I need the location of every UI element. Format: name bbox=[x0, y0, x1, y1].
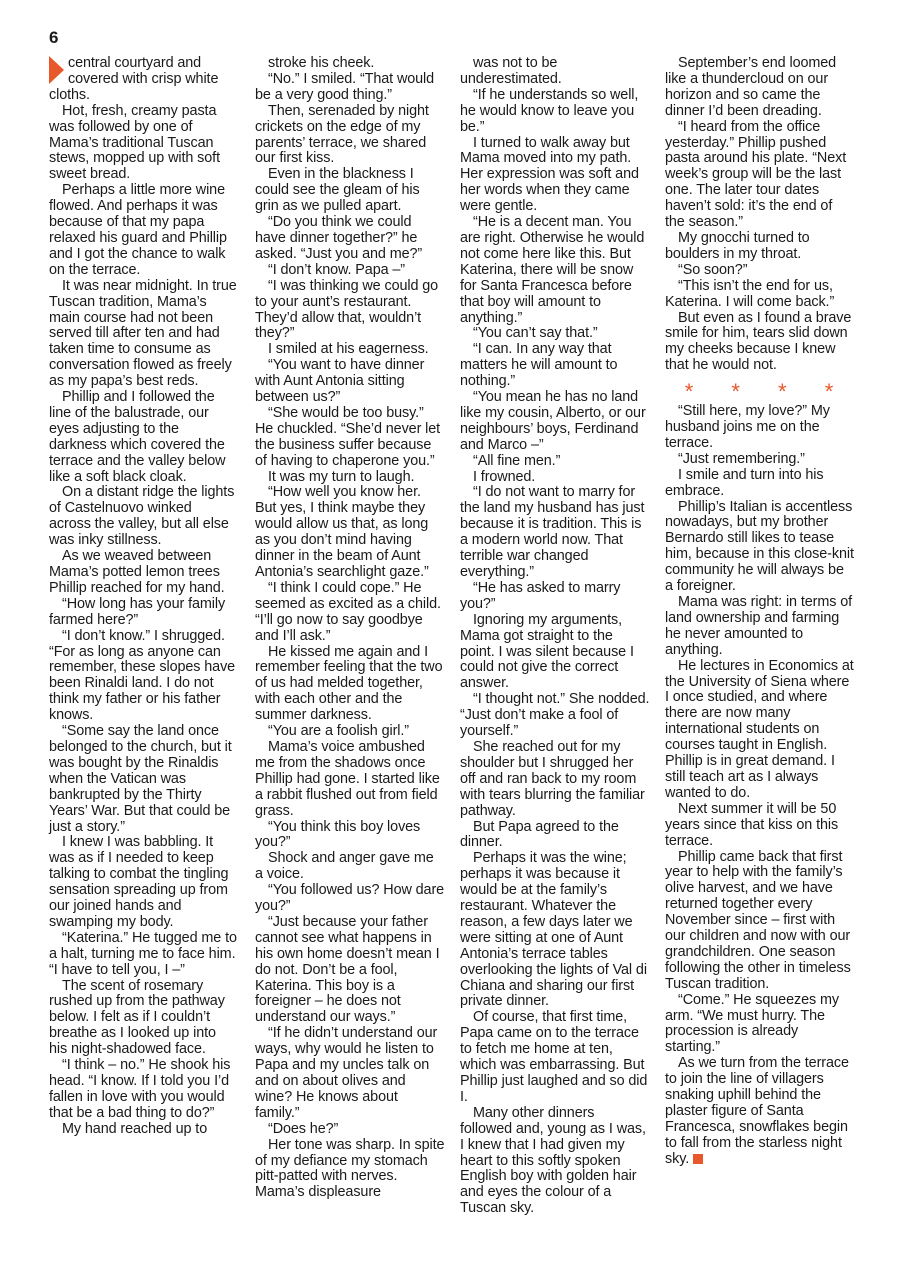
paragraph bbox=[255, 724, 445, 740]
paragraph bbox=[255, 581, 445, 645]
paragraph-text: Phillip’s Italian is accentless nowadays, but my brother Bernardo still likes to tease him, because in this close-knit community he will always be a foreigner. bbox=[665, 498, 854, 595]
paragraph bbox=[255, 72, 445, 104]
paragraph bbox=[665, 993, 855, 1057]
paragraph bbox=[49, 1122, 237, 1138]
paragraph-text: “He is a decent man. You are right. Otherwise he would not come here like this. But Katerina, there will be snow for Santa Francesca before that boy will amount to anything.” bbox=[460, 214, 645, 326]
paragraph bbox=[460, 215, 650, 326]
paragraph-text: My gnocchi turned to boulders in my throat. bbox=[665, 229, 810, 262]
paragraph-text: “You mean he has no land like my cousin, Alberto, or our neighbours’ boys, Ferdinand and Marco –” bbox=[460, 389, 646, 453]
paragraph bbox=[665, 231, 855, 263]
paragraph bbox=[460, 613, 650, 693]
paragraph bbox=[460, 1010, 650, 1105]
paragraph bbox=[255, 342, 445, 358]
paragraph-text: He lectures in Economics at the University of Siena where I once studied, and where there are now many international students on courses taught in English. Phillip is in great demand. I still teach art as I always wanted to do. bbox=[665, 657, 854, 801]
paragraph-text: “You can’t say that.” bbox=[473, 325, 598, 342]
paragraph bbox=[665, 279, 855, 311]
paragraph bbox=[255, 1026, 445, 1121]
paragraph-text: “All fine men.” bbox=[473, 452, 561, 469]
paragraph-text: Of course, that first time, Papa came on to the terrace to fetch me home at ten, which was embarrassing. But Phillip just laughed and so did I. bbox=[460, 1009, 648, 1105]
paragraph-text: “How long has your family farmed here?” bbox=[49, 595, 226, 628]
paragraph-text: “Katerina.” He tugged me to a halt, turning me to face him. “I have to tell you, I –” bbox=[49, 929, 237, 978]
paragraph bbox=[49, 485, 237, 549]
paragraph-text: “Some say the land once belonged to the church, but it was bought by the Rinaldis when the Vatican was bankrupted by the Thirty Years’ War. But that could be just a story.” bbox=[49, 723, 232, 835]
paragraph-text: “You followed us? How dare you?” bbox=[255, 882, 445, 915]
paragraph bbox=[255, 167, 445, 215]
paragraph-text: “Still here, my love?” My husband joins me on the terrace. bbox=[665, 403, 830, 451]
paragraph bbox=[665, 404, 855, 452]
paragraph bbox=[255, 406, 445, 470]
paragraph bbox=[49, 724, 237, 835]
paragraph-text: Mama’s voice ambushed me from the shadows once Phillip had gone. I started like a rabbit flushed out from field grass. bbox=[255, 738, 440, 819]
paragraph-text: “I think I could cope.” He seemed as excited as a child. “I’ll go now to say goodbye and I’ll ask.” bbox=[255, 579, 441, 644]
paragraph-text: “I don’t know. Papa –” bbox=[268, 261, 405, 278]
paragraph bbox=[49, 183, 237, 278]
continuation-arrow-icon bbox=[49, 56, 64, 84]
paragraph-text: “You think this boy loves you?” bbox=[255, 818, 421, 851]
paragraph-text: September’s end loomed like a thundercloud on our horizon and so came the dinner I’d been dreading. bbox=[665, 55, 837, 119]
paragraph-text: Even in the blackness I could see the gleam of his grin as we pulled apart. bbox=[255, 166, 420, 215]
paragraph-text: Perhaps it was the wine; perhaps it was because it would be at the family’s restaurant. Whatever the reason, a few days later we were sitting at one of Aunt Antonia’s terrace tables overlooking the lights of Val di Chiana and sharing our first private dinner. bbox=[460, 850, 647, 1010]
column-3 bbox=[460, 56, 650, 1217]
paragraph bbox=[255, 820, 445, 852]
paragraph-text: Many other dinners followed and, young as I was, I knew that I had given my heart to this softly spoken English boy with golden hair and eyes the colour of a Tuscan sky. bbox=[460, 1104, 646, 1217]
paragraph-text: “I can. In any way that matters he will amount to nothing.” bbox=[460, 341, 618, 390]
paragraph bbox=[665, 56, 855, 120]
page-number: 6 bbox=[49, 28, 59, 47]
paragraph bbox=[49, 597, 237, 629]
column-1 bbox=[49, 56, 237, 1138]
paragraph-text: But even as I found a brave smile for him, tears slid down my cheeks because I knew that he would not. bbox=[665, 309, 852, 374]
paragraph bbox=[665, 120, 855, 231]
paragraph bbox=[255, 915, 445, 1026]
paragraph bbox=[460, 820, 650, 852]
paragraph bbox=[255, 104, 445, 168]
paragraph-text: “He has asked to marry you?” bbox=[460, 579, 621, 612]
paragraph-text: “If he understands so well, he would know to leave you be.” bbox=[460, 86, 639, 135]
paragraph bbox=[460, 88, 650, 136]
paragraph-text: “She would be too busy.” He chuckled. “She’d never let the business suffer because of having to chaperone you.” bbox=[255, 404, 441, 469]
paragraph bbox=[49, 279, 237, 390]
paragraph bbox=[665, 659, 855, 802]
paragraph bbox=[665, 850, 855, 993]
paragraph bbox=[255, 470, 445, 486]
paragraph-text: “Come.” He squeezes my arm. “We must hurry. The procession is already starting.” bbox=[665, 991, 839, 1056]
paragraph bbox=[460, 390, 650, 454]
paragraph-text: central courtyard and covered with crisp white cloths. bbox=[49, 55, 219, 103]
paragraph-text: It was my turn to laugh. bbox=[268, 468, 415, 485]
paragraph bbox=[460, 326, 650, 342]
paragraph-text: Then, serenaded by night crickets on the edge of my parents’ terrace, we shared our first kiss. bbox=[255, 102, 429, 167]
paragraph-text: I knew I was babbling. It was as if I needed to keep talking to combat the tingling sensation spreading up from our joined hands and swamping my body. bbox=[49, 834, 229, 930]
paragraph bbox=[255, 645, 445, 725]
paragraph-text: “I thought not.” She nodded. “Just don’t make a fool of yourself.” bbox=[460, 691, 650, 740]
paragraph bbox=[49, 390, 237, 485]
paragraph bbox=[460, 470, 650, 486]
paragraph-text: As we weaved between Mama’s potted lemon trees Phillip reached for my hand. bbox=[49, 548, 225, 596]
paragraph bbox=[460, 56, 650, 88]
paragraph-text: “You want to have dinner with Aunt Antonia sitting between us?” bbox=[255, 357, 425, 406]
paragraph-text: “So soon?” bbox=[678, 261, 748, 278]
paragraph-text: I smile and turn into his embrace. bbox=[665, 466, 824, 499]
paragraph-text: I smiled at his eagerness. bbox=[268, 341, 429, 358]
paragraph-text: “This isn’t the end for us, Katerina. I will come back.” bbox=[665, 277, 835, 310]
paragraph bbox=[255, 1138, 445, 1202]
paragraph bbox=[49, 56, 237, 104]
paragraph-text: Hot, fresh, creamy pasta was followed by one of Mama’s traditional Tuscan stews, mopped up with soft sweet bread. bbox=[49, 102, 220, 183]
paragraph-text: “Just because your father cannot see what happens in his own home doesn’t mean I do not. Don’t be a fool, Katerina. This boy is a foreigner – he does not understand our ways.” bbox=[255, 913, 440, 1026]
paragraph-text: It was near midnight. In true Tuscan tradition, Mama’s main course had not been served till after ten and had taken time to consume as conversation flowed as freely as my papa’s best reds. bbox=[49, 277, 237, 390]
paragraph-text: “If he didn’t understand our ways, why would he listen to Papa and my uncles talk on and on about olives and wine? He knows about family.” bbox=[255, 1025, 438, 1121]
paragraph bbox=[460, 851, 650, 1010]
paragraph bbox=[460, 692, 650, 740]
paragraph bbox=[255, 1122, 445, 1138]
paragraph-text: “I don’t know.” I shrugged. “For as long as anyone can remember, these slopes have been Rinaldi land. I do not think my father or his father knows. bbox=[49, 627, 236, 724]
paragraph bbox=[255, 883, 445, 915]
paragraph bbox=[49, 835, 237, 930]
paragraph-text: As we turn from the terrace to join the line of villagers snaking uphill behind the plaster figure of Santa Francesca, snowflakes begin to fall from the starless night sky. bbox=[665, 1055, 849, 1167]
paragraph bbox=[49, 1058, 237, 1122]
paragraph bbox=[460, 740, 650, 820]
paragraph-text: The scent of rosemary rushed up from the pathway below. I felt as if I couldn’t breathe as I looked up into his night-shadowed face. bbox=[49, 977, 225, 1058]
paragraph-text: stroke his cheek. bbox=[268, 55, 375, 71]
paragraph-text: “I think – no.” He shook his head. “I know. If I told you I’d fallen in love with you would that be a bad thing to do?” bbox=[49, 1057, 231, 1121]
paragraph-text: Perhaps a little more wine flowed. And perhaps it was because of that my papa relaxed his guard and Phillip and I got the chance to walk on the terrace. bbox=[49, 182, 227, 278]
paragraph-text: “I heard from the office yesterday.” Phillip pushed pasta around his plate. “Next week’s group will be the last one. The later tour dates haven’t sold: it’s the end of the season.” bbox=[665, 118, 847, 231]
paragraph-text: “I was thinking we could go to your aunt’s restaurant. They’d allow that, wouldn’t they?” bbox=[255, 277, 439, 342]
column-4 bbox=[665, 56, 855, 1168]
paragraph bbox=[255, 485, 445, 580]
paragraph bbox=[665, 468, 855, 500]
paragraph bbox=[255, 263, 445, 279]
paragraph-text: My hand reached up to bbox=[62, 1120, 208, 1137]
paragraph bbox=[665, 311, 855, 375]
paragraph-text: “Do you think we could have dinner together?” he asked. “Just you and me?” bbox=[255, 214, 423, 262]
paragraph-text: Ignoring my arguments, Mama got straight to the point. I was silent because I could not give the correct answer. bbox=[460, 611, 634, 692]
paragraph-text: “I do not want to marry for the land my husband has just because it is tradition. This is a modern world now. That terrible war changed everything.” bbox=[460, 484, 645, 580]
paragraph bbox=[665, 452, 855, 468]
paragraph bbox=[255, 740, 445, 820]
paragraph-text: Shock and anger gave me a voice. bbox=[255, 850, 434, 883]
paragraph-text: She reached out for my shoulder but I shrugged her off and ran back to my room with tears blurring the familiar pathway. bbox=[460, 738, 645, 819]
section-break: * * * * bbox=[684, 379, 850, 405]
paragraph bbox=[460, 581, 650, 613]
paragraph-text: I turned to walk away but Mama moved into my path. Her expression was soft and her words when they came were gentle. bbox=[460, 134, 639, 215]
paragraph bbox=[460, 342, 650, 390]
paragraph bbox=[255, 56, 445, 72]
paragraph-text: “Does he?” bbox=[268, 1120, 339, 1137]
paragraph-text: Next summer it will be 50 years since that kiss on this terrace. bbox=[665, 800, 839, 849]
paragraph bbox=[665, 802, 855, 850]
paragraph bbox=[255, 851, 445, 883]
paragraph-text: He kissed me again and I remember feeling that the two of us had melded together, with each other and the summer darkness. bbox=[255, 643, 443, 724]
paragraph bbox=[255, 215, 445, 263]
paragraph-text: “No.” I smiled. “That would be a very good thing.” bbox=[255, 70, 435, 103]
paragraph bbox=[460, 454, 650, 470]
paragraph-text: “How well you know her. But yes, I think maybe they would allow us that, as long as you don’t mind having dinner in the beam of Aunt Antonia’s searchlight gaze.” bbox=[255, 484, 429, 580]
paragraph bbox=[49, 931, 237, 979]
paragraph-text: “Just remembering.” bbox=[678, 450, 805, 467]
paragraph bbox=[460, 485, 650, 580]
paragraph-text: On a distant ridge the lights of Castelnuovo winked across the valley, but all else was inky stillness. bbox=[49, 484, 235, 549]
paragraph bbox=[49, 549, 237, 597]
paragraph bbox=[49, 979, 237, 1059]
paragraph bbox=[665, 1056, 855, 1167]
paragraph-text: “You are a foolish girl.” bbox=[268, 723, 409, 740]
paragraph-text: Her tone was sharp. In spite of my defiance my stomach pitt-patted with nerves. Mama’s displeasure bbox=[255, 1136, 445, 1201]
paragraph bbox=[665, 263, 855, 279]
paragraph bbox=[255, 279, 445, 343]
paragraph-text: Phillip came back that first year to help with the family’s olive harvest, and we have returned together every November since – first with our children and now with our grandchildren. One season following the other in timeless Tuscan tradition. bbox=[665, 848, 851, 992]
paragraph bbox=[49, 629, 237, 724]
paragraph bbox=[665, 595, 855, 659]
paragraph bbox=[665, 500, 855, 595]
paragraph-text: But Papa agreed to the dinner. bbox=[460, 818, 619, 851]
paragraph bbox=[255, 358, 445, 406]
end-of-story-icon bbox=[693, 1154, 703, 1164]
paragraph-text: I frowned. bbox=[473, 468, 536, 485]
paragraph-text: Phillip and I followed the line of the balustrade, our eyes adjusting to the darkness which covered the terrace and the valley below like a soft black cloak. bbox=[49, 389, 226, 485]
paragraph bbox=[49, 104, 237, 184]
paragraph-text: Mama was right: in terms of land ownership and farming he never amounted to anything. bbox=[665, 594, 853, 658]
paragraph bbox=[460, 1106, 650, 1217]
column-2 bbox=[255, 56, 445, 1201]
paragraph-text: was not to be underestimated. bbox=[460, 55, 562, 87]
paragraph bbox=[460, 136, 650, 216]
